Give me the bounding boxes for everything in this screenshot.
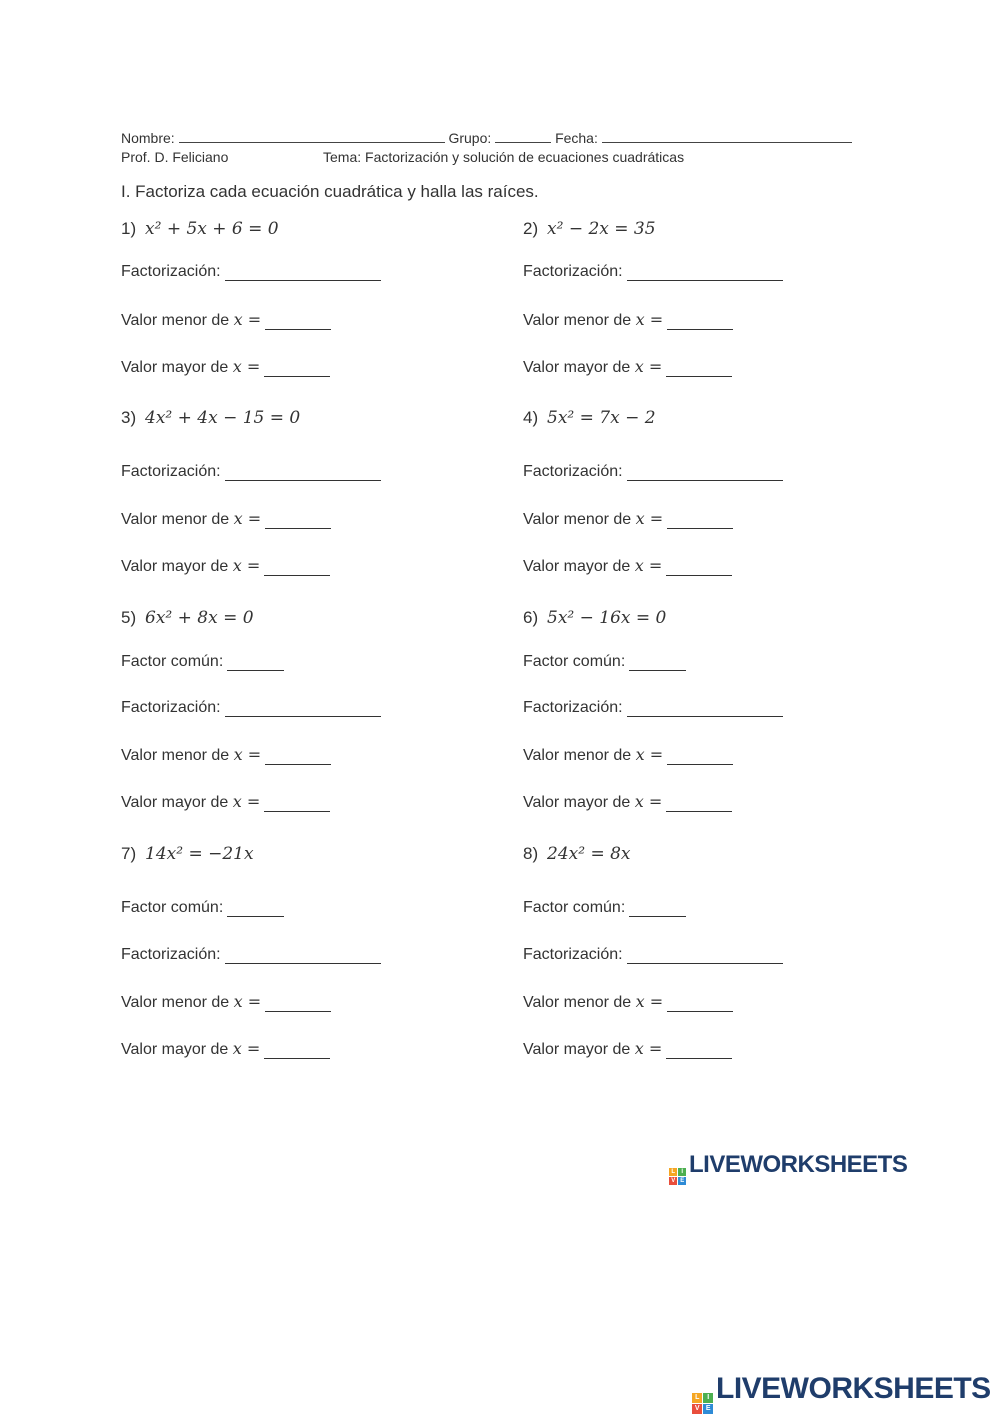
common-factor-label: Factor común: <box>523 653 626 670</box>
larger-root-input[interactable] <box>666 358 732 377</box>
problem-5-larger-root <box>121 792 330 812</box>
x-equals: x = <box>635 992 664 1011</box>
problem-7-title <box>121 844 254 864</box>
liveworksheets-logo-footer <box>692 1372 991 1414</box>
factorization-input[interactable] <box>627 262 783 281</box>
icon-letter: V <box>692 1404 702 1414</box>
problem-6-factorization <box>523 698 783 717</box>
problem-7-factorization <box>121 945 381 964</box>
problem-3-factorization <box>121 462 381 481</box>
smaller-label: Valor menor de <box>121 994 230 1011</box>
problem-3-title <box>121 408 300 428</box>
larger-root-input[interactable] <box>666 557 732 576</box>
common-factor-input[interactable] <box>629 652 686 671</box>
factorization-input[interactable] <box>225 462 381 481</box>
factorization-input[interactable] <box>225 945 381 964</box>
x-equals: x = <box>232 1039 261 1058</box>
factorization-label: Factorización: <box>121 699 221 716</box>
problem-number: 4) <box>523 408 539 427</box>
common-factor-input[interactable] <box>227 898 284 917</box>
date-label: Fecha: <box>555 130 598 146</box>
x-equals: x = <box>233 310 262 329</box>
smaller-label: Valor menor de <box>523 312 632 329</box>
larger-root-input[interactable] <box>264 557 330 576</box>
factorization-label: Factorización: <box>523 463 623 480</box>
problem-number: 3) <box>121 408 137 427</box>
problem-7-common-factor <box>121 898 284 917</box>
smaller-label: Valor menor de <box>523 511 632 528</box>
smaller-root-input[interactable] <box>265 993 331 1012</box>
larger-root-input[interactable] <box>264 358 330 377</box>
liveworksheets-logo-inner <box>669 1151 907 1185</box>
larger-label: Valor mayor de <box>121 794 229 811</box>
larger-label: Valor mayor de <box>121 359 229 376</box>
problem-8-factorization <box>523 945 783 964</box>
factorization-input[interactable] <box>627 462 783 481</box>
icon-letter: L <box>669 1168 677 1176</box>
header-line-1 <box>121 128 852 146</box>
problem-1-larger-root <box>121 357 330 377</box>
x-equals: x = <box>634 792 663 811</box>
problem-6-common-factor <box>523 652 686 671</box>
icon-letter: V <box>669 1177 677 1185</box>
problem-5-smaller-root <box>121 745 331 765</box>
common-factor-label: Factor común: <box>121 653 224 670</box>
factorization-label: Factorización: <box>523 699 623 716</box>
factorization-label: Factorización: <box>121 263 221 280</box>
x-equals: x = <box>232 556 261 575</box>
larger-label: Valor mayor de <box>523 558 631 575</box>
problem-equation: 6x² + 8x = 0 <box>145 608 254 628</box>
common-factor-input[interactable] <box>227 652 284 671</box>
topic: Tema: Factorización y solución de ecuaciones cuadráticas <box>323 149 685 165</box>
larger-label: Valor mayor de <box>121 1041 229 1058</box>
common-factor-input[interactable] <box>629 898 686 917</box>
x-equals: x = <box>232 792 261 811</box>
problem-3-smaller-root <box>121 509 331 529</box>
problem-equation: 5x² = 7x − 2 <box>547 408 656 428</box>
larger-label: Valor mayor de <box>121 558 229 575</box>
problem-8-smaller-root <box>523 992 733 1012</box>
larger-root-input[interactable] <box>666 1040 732 1059</box>
factorization-input[interactable] <box>225 698 381 717</box>
teacher-name: Prof. D. Feliciano <box>121 149 229 165</box>
name-label: Nombre: <box>121 130 175 146</box>
smaller-label: Valor menor de <box>523 994 632 1011</box>
problem-4-larger-root <box>523 556 732 576</box>
name-blank[interactable] <box>179 128 445 143</box>
x-equals: x = <box>634 1039 663 1058</box>
larger-root-input[interactable] <box>264 793 330 812</box>
problem-1-title <box>121 219 279 239</box>
instruction: I. Factoriza cada ecuación cuadrática y halla las raíces. <box>121 182 539 201</box>
problem-number: 2) <box>523 219 539 238</box>
smaller-root-input[interactable] <box>667 311 733 330</box>
group-blank[interactable] <box>495 128 551 143</box>
smaller-root-input[interactable] <box>265 746 331 765</box>
liveworksheets-icon <box>692 1393 713 1414</box>
problem-1-factorization <box>121 262 381 281</box>
larger-label: Valor mayor de <box>523 794 631 811</box>
icon-letter: I <box>678 1168 686 1176</box>
smaller-root-input[interactable] <box>265 311 331 330</box>
liveworksheets-icon <box>669 1168 686 1185</box>
common-factor-label: Factor común: <box>121 899 224 916</box>
factorization-label: Factorización: <box>523 946 623 963</box>
larger-label: Valor mayor de <box>523 359 631 376</box>
factorization-label: Factorización: <box>523 263 623 280</box>
x-equals: x = <box>232 357 261 376</box>
logo-text: LIVEWORKSHEETS <box>716 1372 991 1405</box>
problem-4-factorization <box>523 462 783 481</box>
smaller-root-input[interactable] <box>667 993 733 1012</box>
icon-letter: E <box>703 1404 713 1414</box>
problem-2-title <box>523 219 656 239</box>
problem-6-title <box>523 608 666 628</box>
problem-number: 1) <box>121 219 137 238</box>
larger-label: Valor mayor de <box>523 1041 631 1058</box>
problem-number: 7) <box>121 844 137 863</box>
smaller-root-input[interactable] <box>667 746 733 765</box>
factorization-input[interactable] <box>225 262 381 281</box>
problem-2-smaller-root <box>523 310 733 330</box>
problem-equation: 24x² = 8x <box>547 844 631 864</box>
x-equals: x = <box>635 310 664 329</box>
x-equals: x = <box>233 992 262 1011</box>
factorization-input[interactable] <box>627 698 783 717</box>
smaller-label: Valor menor de <box>523 747 632 764</box>
problem-7-larger-root <box>121 1039 330 1059</box>
problem-8-title <box>523 844 631 864</box>
problem-3-larger-root <box>121 556 330 576</box>
problem-5-factorization <box>121 698 381 717</box>
x-equals: x = <box>634 556 663 575</box>
problem-4-smaller-root <box>523 509 733 529</box>
x-equals: x = <box>635 509 664 528</box>
problem-equation: 14x² = −21x <box>145 844 254 864</box>
smaller-root-input[interactable] <box>265 510 331 529</box>
problem-7-smaller-root <box>121 992 331 1012</box>
x-equals: x = <box>635 745 664 764</box>
x-equals: x = <box>233 745 262 764</box>
problem-2-larger-root <box>523 357 732 377</box>
problem-8-larger-root <box>523 1039 732 1059</box>
problem-2-factorization <box>523 262 783 281</box>
larger-root-input[interactable] <box>666 793 732 812</box>
problem-equation: 4x² + 4x − 15 = 0 <box>145 408 301 428</box>
factorization-label: Factorización: <box>121 463 221 480</box>
logo-text: LIVEWORKSHEETS <box>689 1151 908 1178</box>
problem-number: 8) <box>523 844 539 863</box>
problem-4-title <box>523 408 656 428</box>
problem-equation: x² + 5x + 6 = 0 <box>145 219 279 239</box>
icon-letter: E <box>678 1177 686 1185</box>
date-blank[interactable] <box>602 128 852 143</box>
factorization-input[interactable] <box>627 945 783 964</box>
icon-letter: I <box>703 1393 713 1403</box>
problem-6-smaller-root <box>523 745 733 765</box>
problem-1-smaller-root <box>121 310 331 330</box>
problem-8-common-factor <box>523 898 686 917</box>
problem-5-common-factor <box>121 652 284 671</box>
smaller-label: Valor menor de <box>121 511 230 528</box>
common-factor-label: Factor común: <box>523 899 626 916</box>
problem-number: 5) <box>121 608 137 627</box>
smaller-root-input[interactable] <box>667 510 733 529</box>
problem-5-title <box>121 608 254 628</box>
group-label: Grupo: <box>448 130 492 146</box>
smaller-label: Valor menor de <box>121 747 230 764</box>
smaller-label: Valor menor de <box>121 312 230 329</box>
problem-6-larger-root <box>523 792 732 812</box>
factorization-label: Factorización: <box>121 946 221 963</box>
problem-number: 6) <box>523 608 539 627</box>
problem-equation: 5x² − 16x = 0 <box>547 608 667 628</box>
problem-equation: x² − 2x = 35 <box>547 219 656 239</box>
x-equals: x = <box>634 357 663 376</box>
icon-letter: L <box>692 1393 702 1403</box>
x-equals: x = <box>233 509 262 528</box>
larger-root-input[interactable] <box>264 1040 330 1059</box>
